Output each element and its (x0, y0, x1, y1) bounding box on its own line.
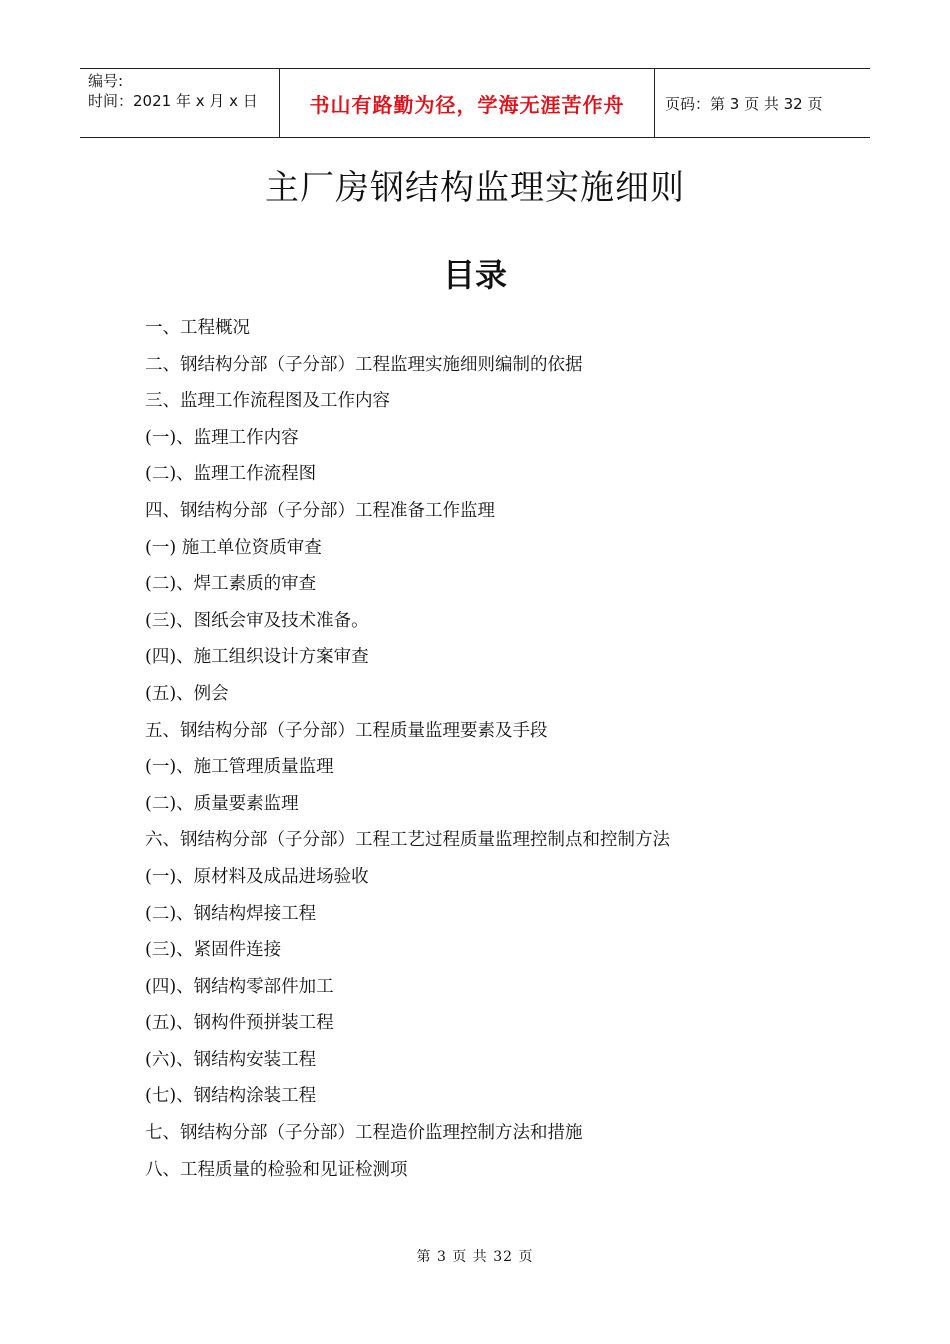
toc-entry[interactable]: 一、工程概况 (145, 318, 250, 338)
toc-entry[interactable]: (一)、施工管理质量监理 (145, 757, 334, 778)
toc-entry[interactable]: (四)、施工组织设计方案审查 (145, 647, 369, 668)
toc-entry[interactable]: 三、监理工作流程图及工作内容 (145, 391, 390, 412)
toc-entry[interactable]: 二、钢结构分部（子分部）工程监理实施细则编制的依据 (145, 354, 583, 375)
toc-entry[interactable]: (六)、钢结构安装工程 (145, 1049, 317, 1070)
page-footer: 第 3 页 共 32 页 (416, 1249, 534, 1265)
toc-entry[interactable]: (二)、质量要素监理 (145, 793, 299, 814)
page-header (80, 68, 870, 138)
toc-entry[interactable]: (五)、钢构件预拼装工程 (145, 1013, 334, 1034)
toc-entry[interactable]: (三)、图纸会审及技术准备。 (145, 610, 369, 631)
header-page-info: 页码：第 3 页 共 32 页 (665, 94, 823, 113)
toc-heading: 目录 (442, 256, 507, 294)
toc-entry[interactable]: 六、钢结构分部（子分部）工程工艺过程质量监理控制点和控制方法 (145, 830, 670, 851)
toc-entry[interactable]: (四)、钢结构零部件加工 (145, 976, 334, 997)
toc-entry[interactable]: 五、钢结构分部（子分部）工程质量监理要素及手段 (145, 720, 548, 741)
toc-entry[interactable]: (二)、焊工素质的审查 (145, 574, 317, 595)
header-motto: 书山有路勤为径，学海无涯苦作舟 (280, 69, 655, 137)
toc-entry[interactable]: (一) 施工单位资质审查 (145, 537, 322, 558)
toc-entry[interactable]: (五)、例会 (145, 683, 229, 704)
toc-entry[interactable]: 八、工程质量的检验和见证检测项 (145, 1159, 408, 1180)
toc-entry[interactable]: (三)、紧固件连接 (145, 940, 282, 961)
toc-entry[interactable]: (一)、原材料及成品进场验收 (145, 866, 369, 887)
toc-entry[interactable]: 七、钢结构分部（子分部）工程造价监理控制方法和措施 (145, 1123, 583, 1144)
toc-entry[interactable]: (一)、监理工作内容 (145, 427, 299, 448)
toc-entry[interactable]: (二)、钢结构焊接工程 (145, 903, 317, 924)
number-label: 编号: (88, 72, 124, 90)
toc-entry[interactable]: 四、钢结构分部（子分部）工程准备工作监理 (145, 500, 495, 521)
toc-entry[interactable]: (七)、钢结构涂装工程 (145, 1086, 317, 1107)
table-of-contents (145, 314, 845, 1192)
date-label: 时间：2021 年 x 月 x 日 (88, 92, 258, 110)
document-title: 主厂房钢结构监理实施细则 (265, 168, 685, 208)
toc-entry[interactable]: (二)、监理工作流程图 (145, 464, 317, 485)
header-meta-cell (80, 69, 280, 137)
